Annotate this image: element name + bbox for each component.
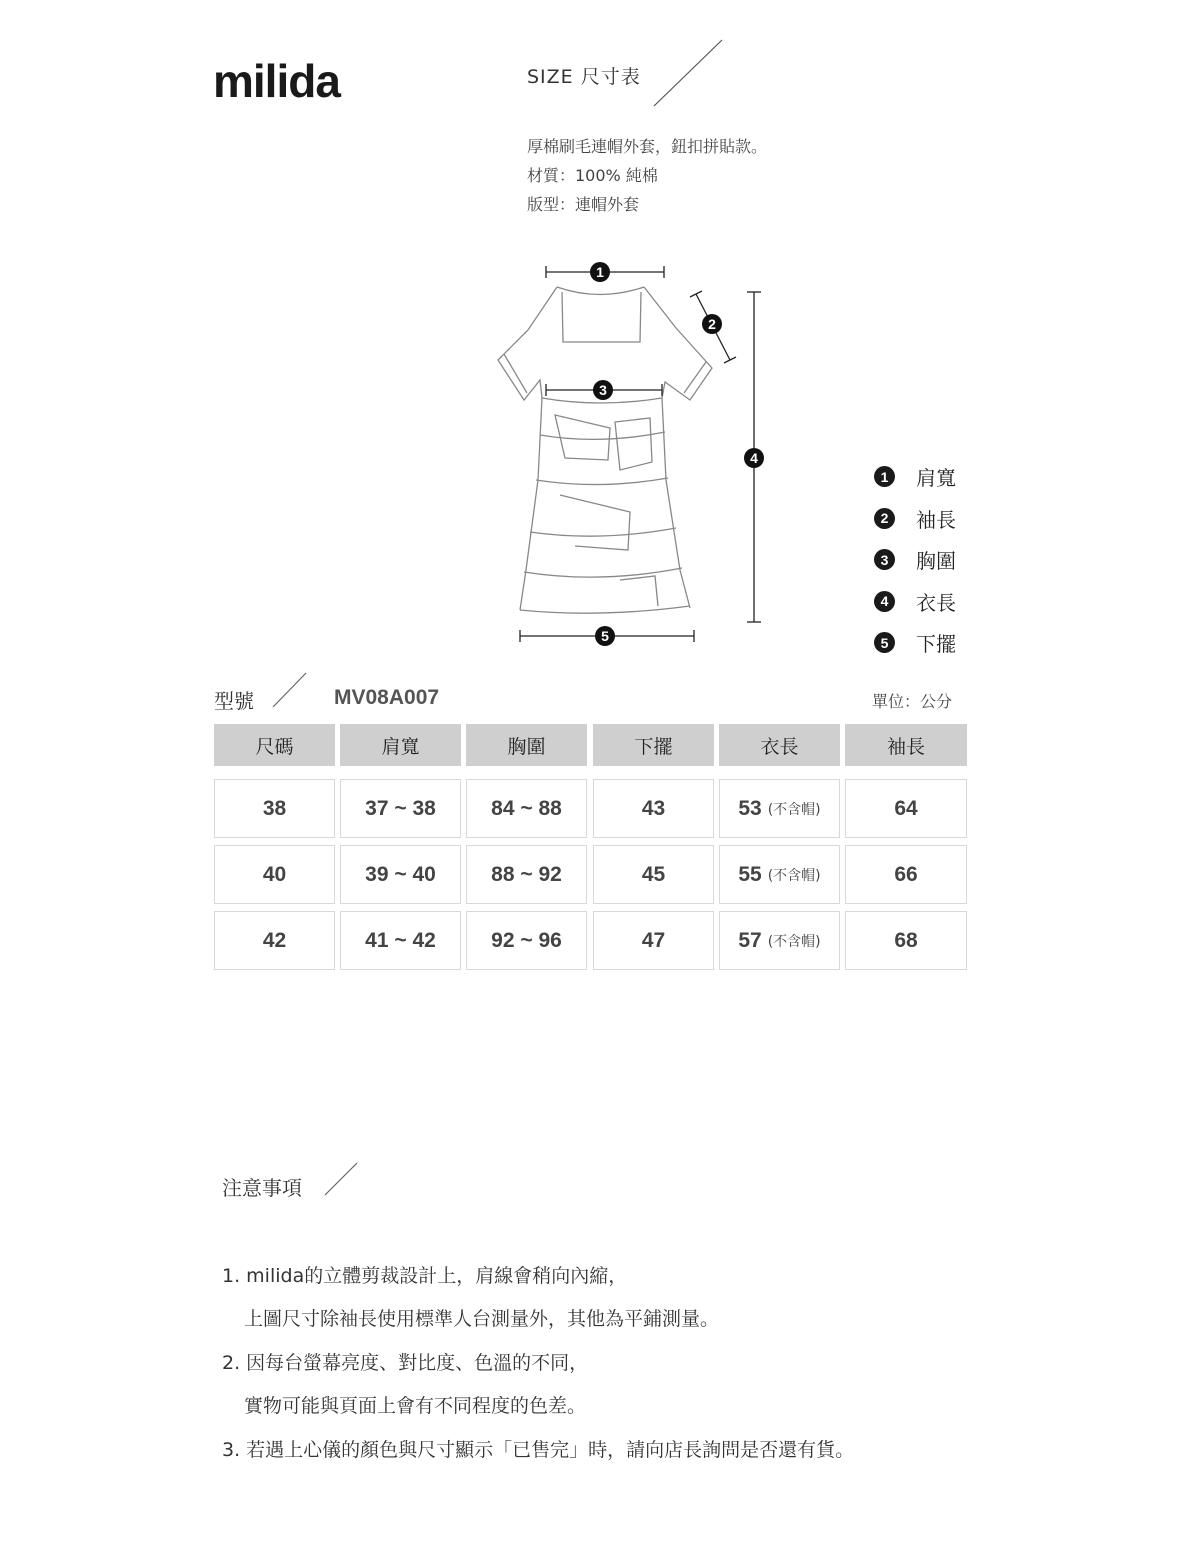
marker-5 <box>595 626 615 646</box>
dress-outline <box>498 287 712 613</box>
table-cell-sleeve: 64 <box>845 779 967 838</box>
fit-text: 版型：連帽外套 <box>527 195 640 214</box>
table-cell-chest: 92 ~ 96 <box>466 911 587 970</box>
number-badge: 3 <box>874 549 895 570</box>
svg-text:3: 3 <box>599 382 607 398</box>
table-cell-shoulder: 39 ~ 40 <box>340 845 461 904</box>
table-cell-chest: 84 ~ 88 <box>466 779 587 838</box>
length-value: 55 <box>738 862 762 886</box>
note-line: 實物可能與頁面上會有不同程度的色差。 <box>244 1395 587 1417</box>
table-cell-sleeve: 68 <box>845 911 967 970</box>
table-cell-length <box>719 911 840 970</box>
product-description <box>527 132 767 219</box>
length-value: 57 <box>738 928 762 952</box>
legend-item <box>874 456 956 498</box>
table-cell-size: 40 <box>214 845 335 904</box>
notes-slash-divider <box>322 1160 360 1198</box>
model-code: MV08A007 <box>334 686 440 709</box>
note-line: 3. 若遇上心儀的顏色與尺寸顯示「已售完」時，請向店長詢問是否還有貨。 <box>222 1439 855 1461</box>
header-hem: 下擺 <box>593 724 714 766</box>
marker-2 <box>702 314 722 334</box>
legend-item <box>874 539 956 581</box>
note-line: 上圖尺寸除袖長使用標準人台測量外，其他為平鋪測量。 <box>244 1308 720 1330</box>
table-cell-size: 42 <box>214 911 335 970</box>
brand-logo: milida <box>213 55 340 107</box>
note-line: 1. milida的立體剪裁設計上，肩線會稍向內縮， <box>222 1265 628 1287</box>
notes-title: 注意事項 <box>222 1176 302 1200</box>
header-sleeve: 袖長 <box>845 724 967 766</box>
description-text: 厚棉刷毛連帽外套，鈕扣拼貼款。 <box>527 137 768 156</box>
legend-label: 胸圍 <box>916 549 956 574</box>
marker-4 <box>744 448 764 468</box>
legend-label: 下擺 <box>916 632 956 657</box>
note-line: 2. 因每台螢幕亮度、對比度、色溫的不同， <box>222 1352 589 1374</box>
material-text: 材質：100% 純棉 <box>527 166 658 185</box>
legend-item <box>874 581 956 623</box>
header-size: 尺碼 <box>214 724 335 766</box>
header-length: 衣長 <box>719 724 840 766</box>
title-slash-divider <box>650 38 724 108</box>
marker-1 <box>590 262 610 282</box>
size-table <box>214 724 968 970</box>
legend-item <box>874 622 956 664</box>
svg-text:2: 2 <box>708 316 716 332</box>
marker-3 <box>593 380 613 400</box>
measurement-legend <box>874 456 956 664</box>
table-cell-chest: 88 ~ 92 <box>466 845 587 904</box>
table-cell-length <box>719 845 840 904</box>
number-badge: 2 <box>874 508 895 529</box>
length-note: (不含帽) <box>767 801 821 818</box>
header-chest: 胸圍 <box>466 724 587 766</box>
table-cell-length <box>719 779 840 838</box>
model-label: 型號 <box>214 689 254 713</box>
header-shoulder: 肩寬 <box>340 724 461 766</box>
number-badge: 1 <box>874 466 895 487</box>
length-note: (不含帽) <box>767 933 821 950</box>
table-cell-shoulder: 37 ~ 38 <box>340 779 461 838</box>
length-value: 53 <box>738 796 762 820</box>
number-badge: 4 <box>874 591 895 612</box>
table-cell-size: 38 <box>214 779 335 838</box>
svg-text:4: 4 <box>750 450 758 466</box>
svg-text:5: 5 <box>601 628 609 644</box>
table-cell-hem: 43 <box>593 779 714 838</box>
legend-item <box>874 498 956 540</box>
model-slash-divider <box>270 670 310 710</box>
garment-diagram <box>480 250 780 650</box>
svg-text:1: 1 <box>596 264 604 280</box>
table-cell-hem: 45 <box>593 845 714 904</box>
legend-label: 肩寬 <box>916 466 956 491</box>
legend-label: 衣長 <box>916 590 956 615</box>
legend-label: 袖長 <box>916 507 956 532</box>
table-cell-hem: 47 <box>593 911 714 970</box>
unit-label: 單位：公分 <box>872 692 953 711</box>
length-note: (不含帽) <box>767 867 821 884</box>
table-cell-shoulder: 41 ~ 42 <box>340 911 461 970</box>
page-title: SIZE 尺寸表 <box>527 66 641 88</box>
table-cell-sleeve: 66 <box>845 845 967 904</box>
number-badge: 5 <box>874 632 895 653</box>
